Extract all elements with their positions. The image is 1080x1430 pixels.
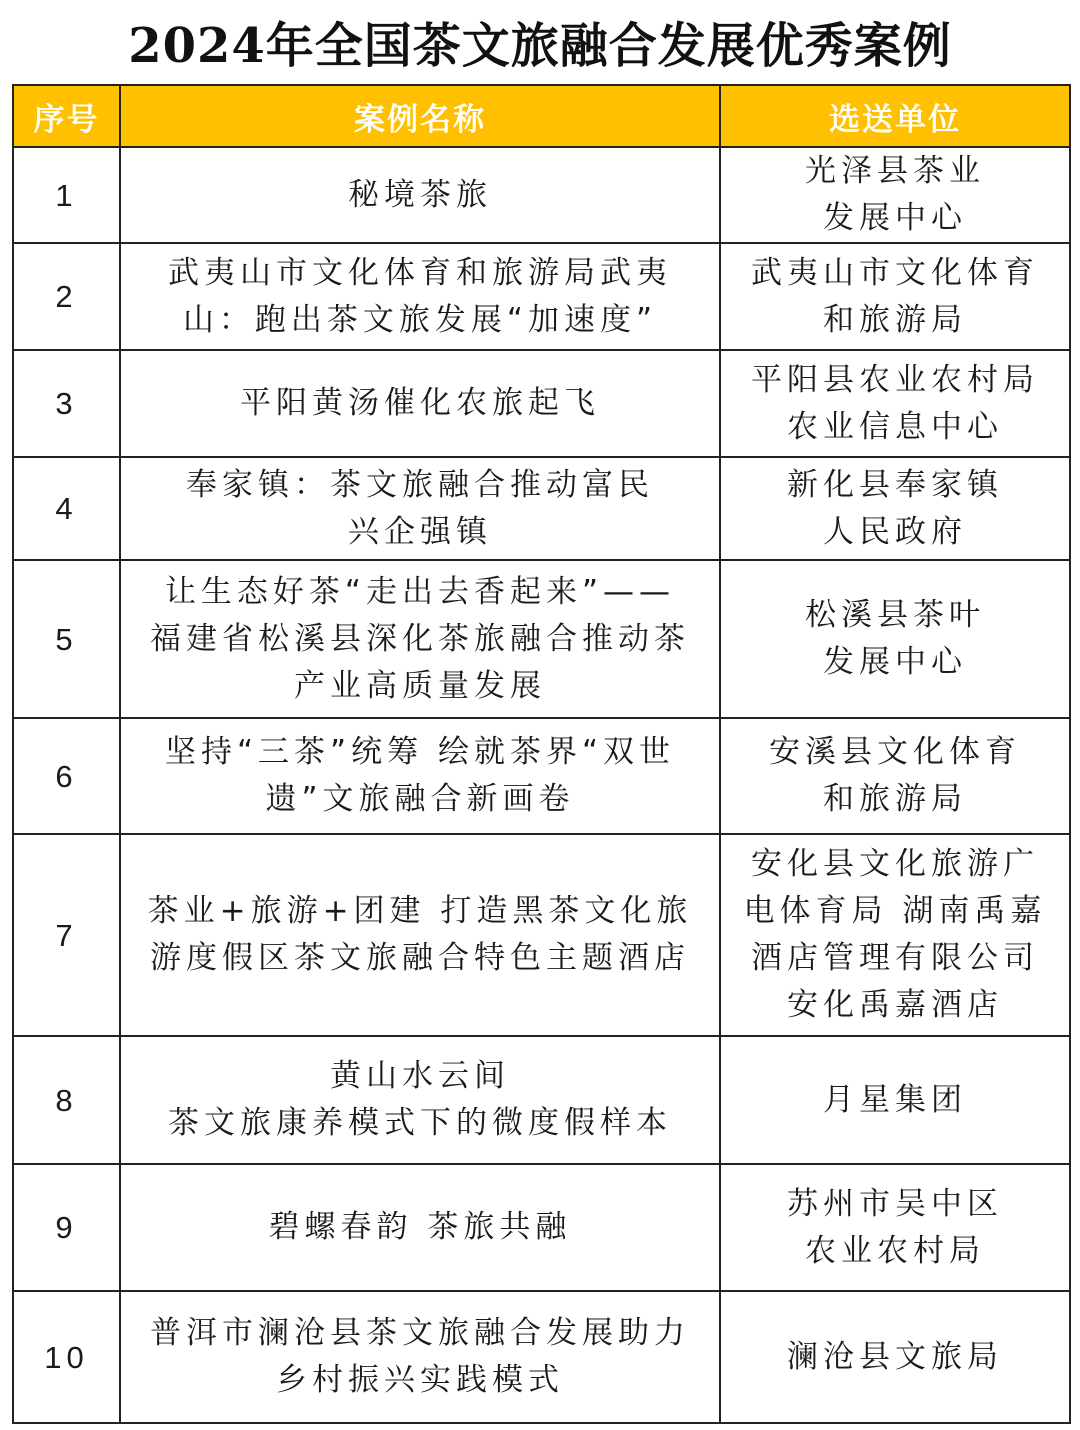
row-index: 4 <box>13 457 120 560</box>
table-row <box>13 243 1070 350</box>
table-row <box>13 147 1070 243</box>
row-index: 8 <box>13 1036 120 1164</box>
header-unit: 选送单位 <box>720 85 1070 147</box>
row-case-name: 奉家镇：茶文旅融合推动富民 兴企强镇 <box>120 457 720 560</box>
row-index: 1 <box>13 147 120 243</box>
cases-table <box>12 84 1071 1424</box>
row-index: 2 <box>13 243 120 350</box>
table-row <box>13 560 1070 718</box>
table-header-row <box>13 85 1070 147</box>
row-unit: 澜沧县文旅局 <box>720 1291 1070 1423</box>
row-case-name: 碧螺春韵 茶旅共融 <box>120 1164 720 1291</box>
row-index: 6 <box>13 718 120 834</box>
table-row <box>13 1164 1070 1291</box>
row-index: 7 <box>13 834 120 1036</box>
page-title: 2024年全国茶文旅融合发展优秀案例 <box>128 17 952 74</box>
header-case-name: 案例名称 <box>120 85 720 147</box>
table-row <box>13 457 1070 560</box>
row-unit: 月星集团 <box>720 1036 1070 1164</box>
row-index: 5 <box>13 560 120 718</box>
header-index: 序号 <box>13 85 120 147</box>
row-index: 10 <box>13 1291 120 1423</box>
row-unit: 安溪县文化体育 和旅游局 <box>720 718 1070 834</box>
row-case-name: 坚持“三茶”统筹 绘就茶界“双世 遗”文旅融合新画卷 <box>120 718 720 834</box>
row-case-name: 茶业+旅游+团建 打造黑茶文化旅 游度假区茶文旅融合特色主题酒店 <box>120 834 720 1036</box>
table-row <box>13 1036 1070 1164</box>
row-index: 9 <box>13 1164 120 1291</box>
row-unit: 光泽县茶业 发展中心 <box>720 147 1070 243</box>
row-case-name: 让生态好茶“走出去香起来”—— 福建省松溪县深化茶旅融合推动茶 产业高质量发展 <box>120 560 720 718</box>
row-unit: 新化县奉家镇 人民政府 <box>720 457 1070 560</box>
row-unit: 苏州市吴中区 农业农村局 <box>720 1164 1070 1291</box>
table-row <box>13 1291 1070 1423</box>
row-case-name: 武夷山市文化体育和旅游局武夷 山：跑出茶文旅发展“加速度” <box>120 243 720 350</box>
row-case-name: 黄山水云间 茶文旅康养模式下的微度假样本 <box>120 1036 720 1164</box>
table-row <box>13 350 1070 457</box>
table-row <box>13 718 1070 834</box>
row-unit: 安化县文化旅游广 电体育局 湖南禹嘉 酒店管理有限公司 安化禹嘉酒店 <box>720 834 1070 1036</box>
row-unit: 松溪县茶叶 发展中心 <box>720 560 1070 718</box>
row-case-name: 普洱市澜沧县茶文旅融合发展助力 乡村振兴实践模式 <box>120 1291 720 1423</box>
row-unit: 武夷山市文化体育 和旅游局 <box>720 243 1070 350</box>
row-unit: 平阳县农业农村局 农业信息中心 <box>720 350 1070 457</box>
row-case-name: 秘境茶旅 <box>120 147 720 243</box>
row-index: 3 <box>13 350 120 457</box>
row-case-name: 平阳黄汤催化农旅起飞 <box>120 350 720 457</box>
table-row <box>13 834 1070 1036</box>
